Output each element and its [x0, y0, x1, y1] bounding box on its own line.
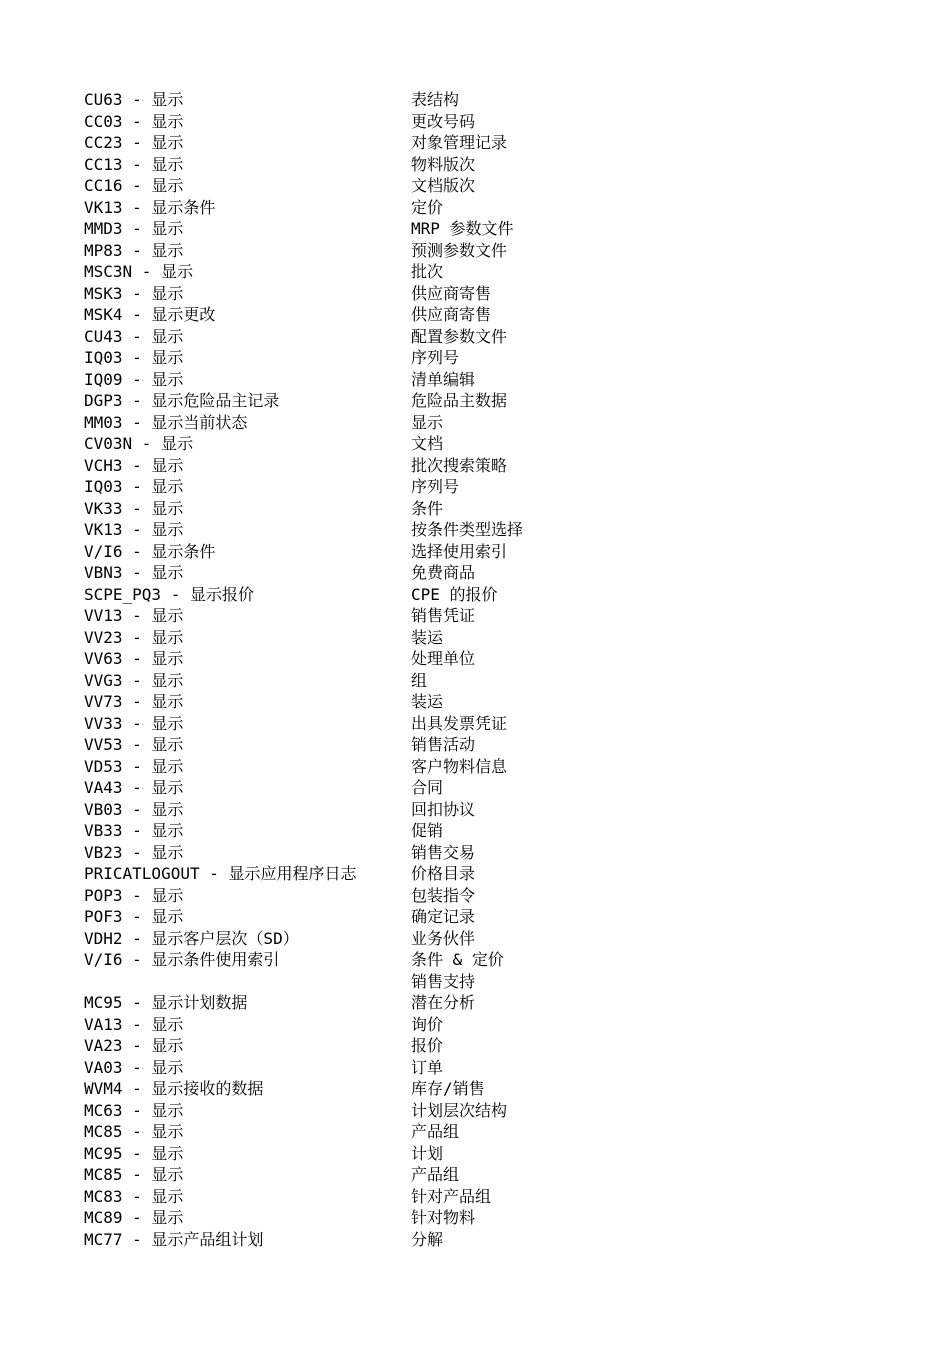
transaction-code-cell: VBN3 - 显示	[84, 563, 184, 582]
list-row	[84, 885, 884, 907]
object-description-cell: 计划	[411, 1143, 444, 1163]
object-description-cell: 出具发票凭证	[411, 713, 508, 733]
transaction-code-cell: VV73 - 显示	[84, 692, 184, 711]
object-description-cell: 批次	[411, 262, 444, 281]
transaction-code-cell: IQ09 - 显示	[84, 369, 184, 389]
list-row	[84, 670, 884, 692]
object-description-cell: 装运	[411, 627, 444, 647]
transaction-code-cell: VA13 - 显示	[84, 1014, 184, 1034]
transaction-code-cell: MC85 - 显示	[84, 1122, 184, 1141]
list-row	[84, 498, 884, 520]
object-description-cell: 处理单位	[411, 649, 476, 668]
transaction-code-cell: VV13 - 显示	[84, 606, 184, 625]
transaction-code-cell: POP3 - 显示	[84, 885, 184, 905]
transaction-code-cell: CU43 - 显示	[84, 326, 184, 346]
list-row	[84, 648, 884, 670]
list-row	[84, 283, 884, 305]
list-row	[84, 734, 884, 756]
list-row	[84, 1057, 884, 1079]
list-row	[84, 799, 884, 821]
object-description-cell: 产品组	[411, 1165, 460, 1184]
transaction-code-cell: CC23 - 显示	[84, 133, 184, 152]
list-row	[84, 992, 884, 1014]
transaction-code-cell: DGP3 - 显示危险品主记录	[84, 391, 280, 410]
list-row	[84, 369, 884, 391]
object-description-cell: 产品组	[411, 1122, 460, 1141]
object-description-cell: 危险品主数据	[411, 391, 508, 410]
list-row	[84, 1229, 884, 1251]
transaction-code-cell: V/I6 - 显示条件	[84, 541, 216, 561]
transaction-code-cell: MC83 - 显示	[84, 1186, 184, 1206]
transaction-code-cell: VB03 - 显示	[84, 799, 184, 819]
transaction-code-cell: MSK4 - 显示更改	[84, 305, 216, 324]
object-description-cell: 定价	[411, 197, 444, 217]
object-description-cell: 销售活动	[411, 735, 476, 754]
list-row	[84, 347, 884, 369]
transaction-code-cell: VA23 - 显示	[84, 1036, 184, 1055]
list-row	[84, 928, 884, 950]
transaction-list	[84, 89, 884, 1250]
list-row	[84, 691, 884, 713]
list-row	[84, 89, 884, 111]
object-description-cell: 潜在分析	[411, 993, 476, 1012]
list-row	[84, 240, 884, 262]
object-description-cell: 销售交易	[411, 842, 476, 862]
object-description-cell: 按条件类型选择	[411, 520, 524, 539]
list-row	[84, 476, 884, 498]
transaction-code-cell: VK33 - 显示	[84, 498, 184, 518]
transaction-code-cell: CC13 - 显示	[84, 154, 184, 174]
list-row	[84, 455, 884, 477]
transaction-code-cell: CU63 - 显示	[84, 90, 184, 109]
list-row	[84, 1143, 884, 1165]
list-row	[84, 842, 884, 864]
list-row	[84, 562, 884, 584]
object-description-cell: 合同	[411, 778, 444, 797]
list-row	[84, 541, 884, 563]
object-description-cell: 配置参数文件	[411, 326, 508, 346]
object-description-cell: 表结构	[411, 90, 460, 109]
object-description-cell: 销售支持	[411, 971, 476, 991]
list-row	[84, 756, 884, 778]
object-description-cell: 促销	[411, 821, 444, 840]
list-row	[84, 971, 884, 993]
object-description-cell: 分解	[411, 1229, 444, 1249]
transaction-code-cell: VB23 - 显示	[84, 842, 184, 862]
transaction-code-cell: MC85 - 显示	[84, 1165, 184, 1184]
object-description-cell: 清单编辑	[411, 369, 476, 389]
object-description-cell: 价格目录	[411, 864, 476, 883]
object-description-cell: 报价	[411, 1036, 444, 1055]
list-row	[84, 949, 884, 971]
list-row	[84, 1164, 884, 1186]
transaction-code-cell: VA43 - 显示	[84, 778, 184, 797]
transaction-code-cell: MC89 - 显示	[84, 1208, 184, 1227]
transaction-code-cell: CV03N - 显示	[84, 434, 194, 453]
list-row	[84, 1121, 884, 1143]
transaction-code-cell: POF3 - 显示	[84, 907, 184, 926]
list-row	[84, 175, 884, 197]
object-description-cell: 批次搜索策略	[411, 455, 508, 475]
object-description-cell: 回扣协议	[411, 799, 476, 819]
list-row	[84, 777, 884, 799]
list-row	[84, 326, 884, 348]
list-row	[84, 1186, 884, 1208]
list-row	[84, 584, 884, 606]
list-row	[84, 261, 884, 283]
transaction-code-cell: V/I6 - 显示条件使用索引	[84, 950, 280, 969]
list-row	[84, 627, 884, 649]
object-description-cell: CPE 的报价	[411, 584, 498, 604]
list-row	[84, 605, 884, 627]
list-row	[84, 390, 884, 412]
object-description-cell: 序列号	[411, 348, 460, 367]
list-row	[84, 1035, 884, 1057]
object-description-cell: 包装指令	[411, 885, 476, 905]
object-description-cell: 业务伙伴	[411, 928, 476, 948]
object-description-cell: 销售凭证	[411, 606, 476, 625]
transaction-code-cell: MC63 - 显示	[84, 1100, 184, 1120]
object-description-cell: 装运	[411, 692, 444, 711]
transaction-code-cell: VV53 - 显示	[84, 735, 184, 754]
transaction-code-cell: VCH3 - 显示	[84, 455, 184, 475]
transaction-code-cell: IQ03 - 显示	[84, 348, 184, 367]
transaction-code-cell: PRICATLOGOUT - 显示应用程序日志	[84, 864, 357, 883]
object-description-cell: 对象管理记录	[411, 133, 508, 152]
list-row	[84, 111, 884, 133]
transaction-code-cell: MM03 - 显示当前状态	[84, 412, 248, 432]
object-description-cell: 文档版次	[411, 176, 476, 195]
transaction-code-cell: VVG3 - 显示	[84, 670, 184, 690]
object-description-cell: 确定记录	[411, 907, 476, 926]
list-row	[84, 1100, 884, 1122]
object-description-cell: 序列号	[411, 477, 460, 496]
object-description-cell: 显示	[411, 412, 444, 432]
list-row	[84, 820, 884, 842]
list-row	[84, 713, 884, 735]
transaction-code-cell: VDH2 - 显示客户层次（SD）	[84, 928, 299, 948]
transaction-code-cell: MSK3 - 显示	[84, 283, 184, 303]
transaction-code-cell: MC77 - 显示产品组计划	[84, 1229, 264, 1249]
transaction-code-cell: VV63 - 显示	[84, 649, 184, 668]
object-description-cell: MRP 参数文件	[411, 219, 514, 238]
object-description-cell: 供应商寄售	[411, 305, 492, 324]
transaction-code-cell: MC95 - 显示	[84, 1143, 184, 1163]
transaction-code-cell: VD53 - 显示	[84, 756, 184, 776]
list-row	[84, 1014, 884, 1036]
transaction-code-cell: CC03 - 显示	[84, 111, 184, 131]
object-description-cell: 计划层次结构	[411, 1100, 508, 1120]
object-description-cell: 客户物料信息	[411, 756, 508, 776]
object-description-cell: 条件 & 定价	[411, 950, 504, 969]
transaction-code-cell: VV33 - 显示	[84, 713, 184, 733]
transaction-code-cell: WVM4 - 显示接收的数据	[84, 1079, 264, 1098]
list-row	[84, 433, 884, 455]
object-description-cell: 免费商品	[411, 563, 476, 582]
list-row	[84, 412, 884, 434]
object-description-cell: 针对物料	[411, 1208, 476, 1227]
transaction-code-cell: MMD3 - 显示	[84, 219, 184, 238]
object-description-cell: 供应商寄售	[411, 283, 492, 303]
transaction-code-cell: IQ03 - 显示	[84, 477, 184, 496]
object-description-cell: 选择使用索引	[411, 541, 508, 561]
object-description-cell: 预测参数文件	[411, 240, 508, 260]
list-row	[84, 218, 884, 240]
transaction-code-cell: VV23 - 显示	[84, 627, 184, 647]
object-description-cell: 针对产品组	[411, 1186, 492, 1206]
list-row	[84, 304, 884, 326]
transaction-code-cell: CC16 - 显示	[84, 176, 184, 195]
transaction-code-cell: VK13 - 显示	[84, 520, 184, 539]
transaction-code-cell: VK13 - 显示条件	[84, 197, 216, 217]
list-row	[84, 863, 884, 885]
list-row	[84, 132, 884, 154]
object-description-cell: 组	[411, 670, 428, 690]
object-description-cell: 询价	[411, 1014, 444, 1034]
transaction-code-cell: MC95 - 显示计划数据	[84, 993, 248, 1012]
object-description-cell: 物料版次	[411, 154, 476, 174]
transaction-code-cell: SCPE_PQ3 - 显示报价	[84, 584, 254, 604]
list-row	[84, 1078, 884, 1100]
object-description-cell: 订单	[411, 1057, 444, 1077]
object-description-cell: 库存/销售	[411, 1079, 485, 1098]
transaction-code-cell: VB33 - 显示	[84, 821, 184, 840]
transaction-code-cell: VA03 - 显示	[84, 1057, 184, 1077]
list-row	[84, 1207, 884, 1229]
transaction-code-cell: MP83 - 显示	[84, 240, 184, 260]
list-row	[84, 906, 884, 928]
object-description-cell: 更改号码	[411, 111, 476, 131]
object-description-cell: 条件	[411, 498, 444, 518]
list-row	[84, 197, 884, 219]
transaction-code-cell: MSC3N - 显示	[84, 262, 194, 281]
object-description-cell: 文档	[411, 434, 444, 453]
list-row	[84, 519, 884, 541]
list-row	[84, 154, 884, 176]
